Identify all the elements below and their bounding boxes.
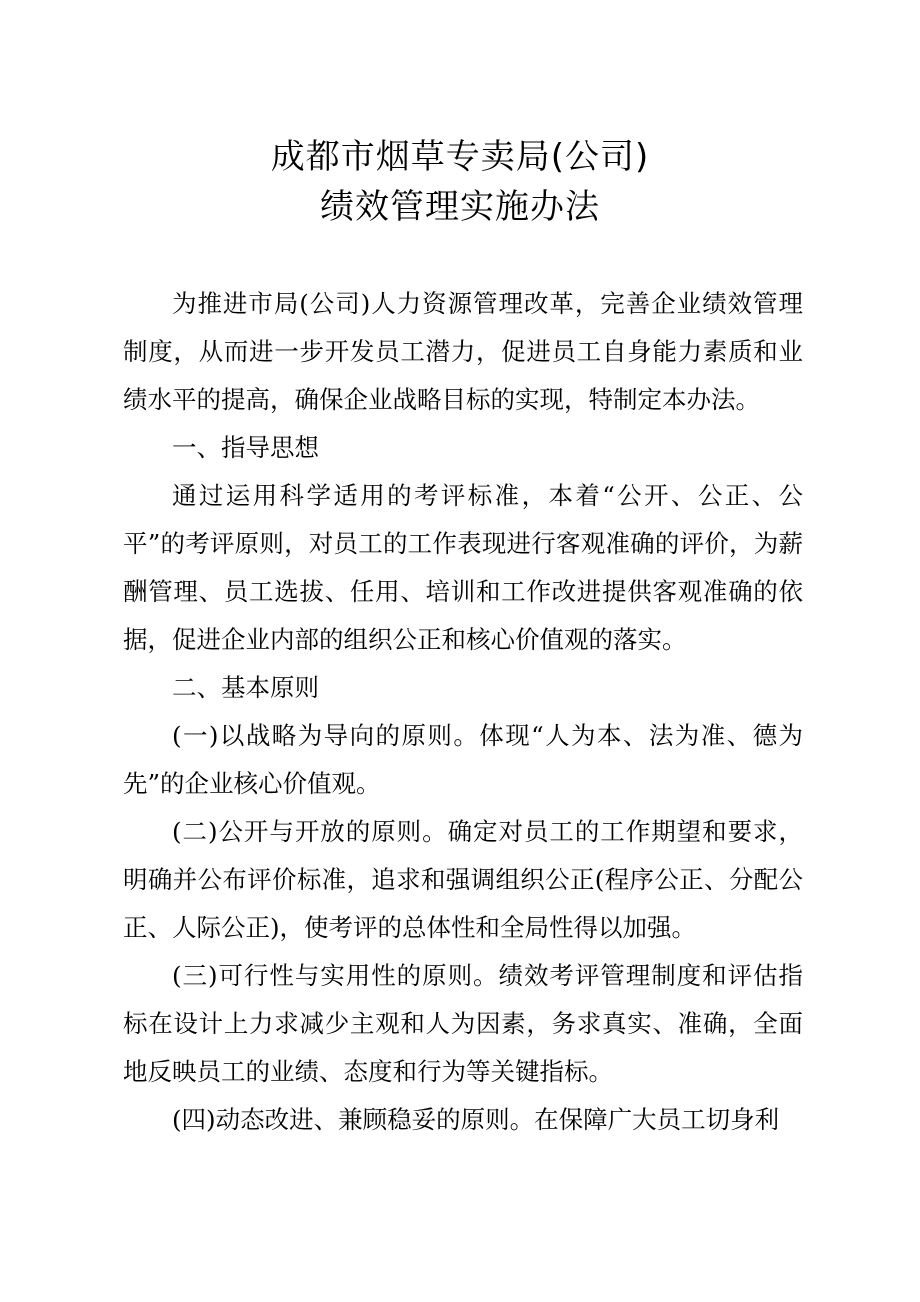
section-heading-basic-principles: 二、基本原则: [172, 673, 319, 702]
title-line-1: 成都市烟草专卖局(公司): [270, 137, 650, 177]
principle-feasibility-paragraph: (三)可行性与实用性的原则。绩效考评管理制度和评估指标在设计上力求减少主观和人为因素，务求真实、准确，全面地反映员工的业绩、态度和行为等关键指标。: [123, 961, 803, 1086]
principle-openness-paragraph: (二)公开与开放的原则。确定对员工的工作期望和要求，明确并公布评价标准，追求和强调组织公正(程序公正、分配公正、人际公正)，使考评的总体性和全局性得以加强。: [123, 817, 803, 942]
principle-dynamic-paragraph: (四)动态改进、兼顾稳妥的原则。在保障广大员工切身利: [172, 1105, 780, 1134]
principle-strategy-paragraph: (一)以战略为导向的原则。体现“人为本、法为准、德为先”的企业核心价值观。: [123, 721, 803, 798]
guiding-ideology-paragraph: 通过运用科学适用的考评标准，本着“公开、公正、公平”的考评原则，对员工的工作表现进行客观准确的评价，为薪酬管理、员工选拔、任用、培训和工作改进提供客观准确的依据，促进企业内部的组织公正和核心价值观的落实。: [123, 481, 803, 654]
title-line-2: 绩效管理实施办法: [320, 187, 600, 227]
document-body: [123, 280, 803, 1144]
section-heading-guiding-ideology: 一、指导思想: [172, 433, 319, 462]
intro-paragraph: 为推进市局(公司)人力资源管理改革，完善企业绩效管理制度，从而进一步开发员工潜力，促进员工自身能力素质和业绩水平的提高，确保企业战略目标的实现，特制定本办法。: [123, 289, 803, 414]
document-title: [0, 132, 920, 232]
